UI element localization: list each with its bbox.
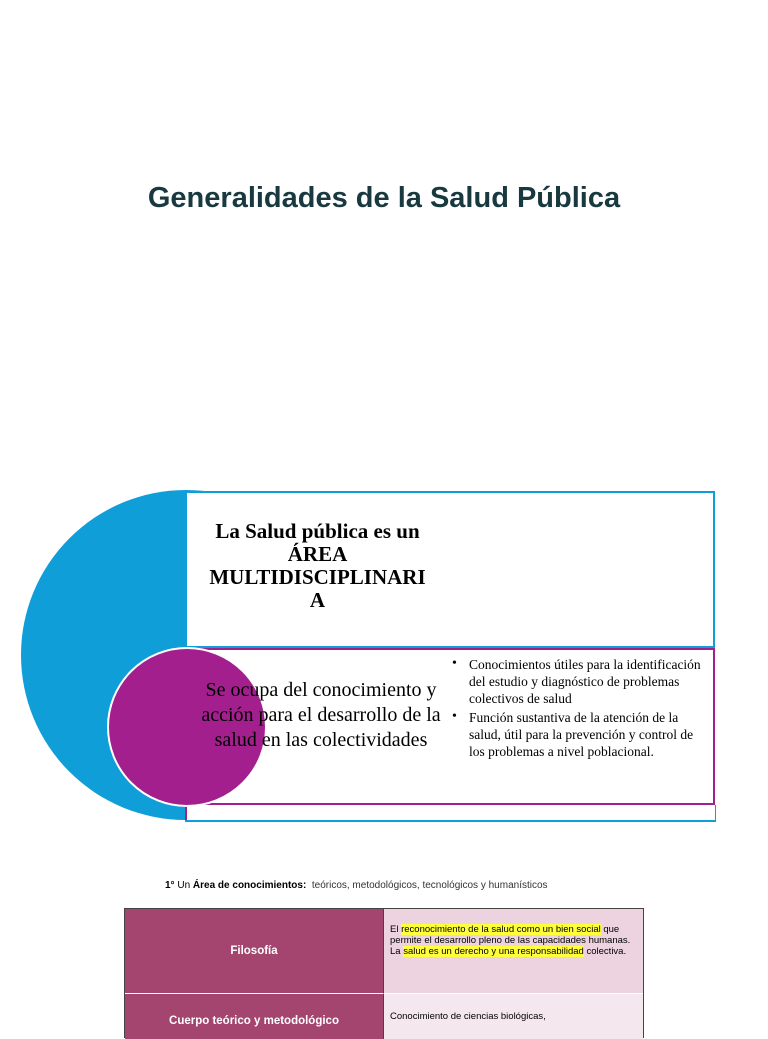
list-item: [452, 656, 710, 707]
caption-prefix: Un: [177, 880, 191, 891]
table-row-label: [125, 994, 384, 1039]
slide-title: Generalidades de la Salud Pública: [147, 182, 621, 214]
row-label-text: Filosofía: [230, 945, 278, 957]
bullet-text: Función sustantiva de la atención de la salud, útil para la prevención y control de los problemas a nivel poblacional.: [469, 710, 694, 759]
content-segment: que permite el desarrollo pleno de las capacidades humanas. La: [390, 924, 631, 957]
table-row-content: [384, 994, 643, 1039]
caption-rest: teóricos, metodológicos, tecnológicos y humanísticos: [311, 880, 548, 891]
bullet-list: [452, 656, 710, 762]
bullet-icon: •: [452, 709, 457, 724]
description-text: Se ocupa del conocimiento y acción para el desarrollo de la salud en las colectividades: [201, 679, 441, 751]
caption-number: 1°: [165, 880, 175, 891]
content-segment: colectiva.: [583, 946, 627, 957]
content-segment: Conocimiento de ciencias biológicas,: [390, 1011, 546, 1022]
caption-bold: Área de conocimientos: [192, 880, 303, 891]
row-label-text: Cuerpo teórico y metodológico: [169, 1015, 339, 1027]
table-caption: 1° Un Área de conocimientos: teóricos, metodológicos, tecnológicos y humanísticos: [165, 880, 548, 891]
content-segment: El: [390, 924, 402, 935]
table-row-label: [125, 909, 384, 994]
highlighted-segment: reconocimiento de la salud como un bien social: [401, 924, 601, 935]
highlighted-segment: salud es un derecho y una responsabilidad: [403, 946, 584, 957]
bullet-icon: •: [452, 656, 457, 671]
definition-heading: La Salud pública es un ÁREA MULTIDISCIPLINARI A: [209, 519, 426, 612]
bullet-text: Conocimientos útiles para la identificación del estudio y diagnóstico de problemas colectivos de salud: [469, 657, 701, 706]
list-item: [452, 709, 710, 760]
knowledge-table: [124, 908, 644, 1038]
table-row-content: [384, 909, 643, 994]
